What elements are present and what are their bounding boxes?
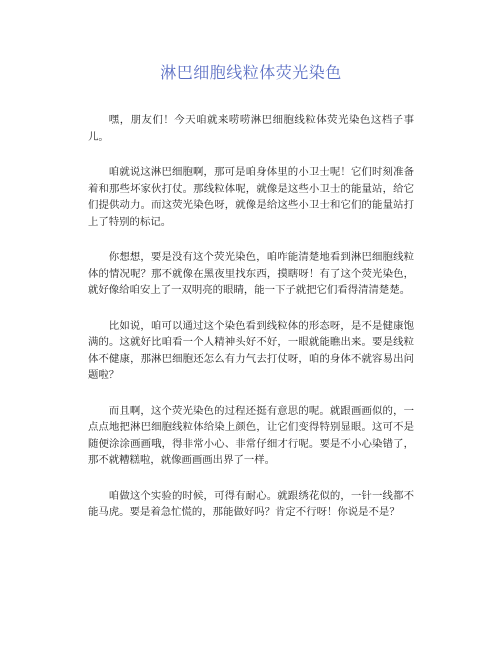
paragraph-1: 嘿，朋友们！今天咱就来唠唠淋巴细胞线粒体荧光染色这档子事儿。 (88, 114, 414, 143)
paragraph-4: 比如说，咱可以通过这个染色看到线粒体的形态呀，是不是健康饱满的。这就好比咱看一个人精神头好不好，一眼就能瞧出来。要是线粒体不健康，那淋巴细胞还怎么有力气去打仗呀，咱的身体不就容易出问题啦？ (88, 319, 414, 381)
paragraph-3: 你想想，要是没有这个荧光染色，咱咋能清楚地看到淋巴细胞线粒体的情况呢？那不就像在黑夜里找东西，摸瞎呀！有了这个荧光染色，就好像给咱安上了一双明亮的眼睛，能一下子就把它们看得清清楚楚。 (88, 251, 414, 296)
paragraph-5: 而且啊，这个荧光染色的过程还挺有意思的呢。就跟画画似的，一点点地把淋巴细胞线粒体给染上颜色，让它们变得特别显眼。这可不是随便涂涂画画哦，得非常小心、非常仔细才行呢。要是不小心染错了，那不就糟糕啦，就像画画画出界了一样。 (88, 404, 414, 466)
paragraph-6: 咱做这个实验的时候，可得有耐心。就跟绣花似的，一针一线都不能马虎。要是着急忙慌的，那能做好吗？肯定不行呀！你说是不是？ (88, 489, 414, 518)
paragraph-2: 咱就说这淋巴细胞啊，那可是咱身体里的小卫士呢！它们时刻准备着和那些坏家伙打仗。那线粒体呢，就像是这些小卫士的能量站，给它们提供动力。而这荧光染色呀，就像是给这些小卫士和它们的能量站打上了特别的标记。 (88, 166, 414, 228)
page-title: 淋巴细胞线粒体荧光染色 (160, 63, 342, 82)
